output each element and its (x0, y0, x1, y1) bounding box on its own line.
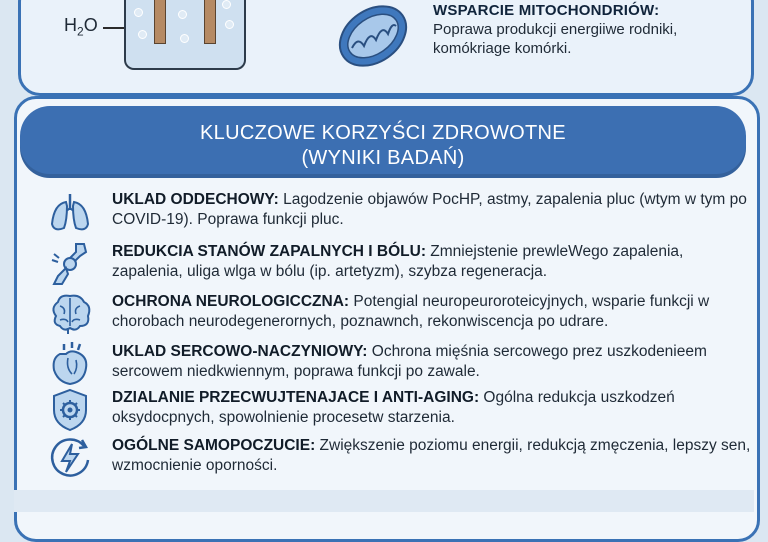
benefit-title: DZIALANIE PRZECWUJTENAJACE I ANTI-AGING: (112, 389, 480, 406)
bottom-panel-edge (14, 490, 754, 512)
benefit-description: Zmniejstenie prewleWego zapalenia, zapalenia, uliga wlga w bólu (ip. artetyzm), szybza regeneracja. (112, 243, 684, 280)
benefit-text (112, 436, 752, 476)
heart-icon (46, 340, 94, 388)
energy-icon (46, 434, 94, 482)
mitochondria-title: WSPARCIE MITOCHONDRIÓW: (433, 2, 660, 19)
benefit-text (112, 292, 752, 332)
benefit-description: Lagodzenie objawów PocHP, astmy, zapalenia pluc (wtym w tym po COVID-19). Poprawa funkcji pluc. (112, 191, 747, 228)
electrolysis-beaker-icon (124, 0, 246, 70)
bubble (180, 34, 189, 43)
bubble (134, 8, 143, 17)
benefit-description: Ogólna redukcja uszkodzeń oksydocpnych, spowolnienie procesetw starzenia. (112, 389, 675, 426)
lungs-icon (46, 188, 94, 236)
joint-icon (46, 240, 94, 288)
benefit-row-wellbeing (46, 434, 751, 482)
benefit-title: OGÓLNE SAMOPOCZUCIE: (112, 437, 316, 454)
benefit-row-cardio (46, 340, 746, 388)
bubble (222, 0, 231, 9)
benefits-banner (20, 106, 746, 178)
mitochondria-desc-line2: komókriage komórki. (433, 40, 572, 57)
benefit-text (112, 190, 752, 230)
benefit-row-neuro (46, 290, 746, 338)
shield-gear-icon (46, 386, 94, 434)
benefit-text (112, 242, 752, 282)
bubble (225, 20, 234, 29)
mitochondria-description (433, 20, 733, 58)
benefit-title: UKLAD SERCOWO-NACZYNIOWY: (112, 343, 368, 360)
benefit-row-inflammation (46, 240, 746, 288)
mitochondrion-icon (334, 0, 412, 74)
electrode-left (154, 0, 166, 44)
mitochondria-desc-line1: Poprawa produkcji energiiwe rodniki, (433, 21, 678, 38)
benefit-description: Potengial neuropeuroroteicyjnych, wsparie funkcji w chorobach neurodegenerornych, poznawnch, rekonwiscencja po udrare. (112, 293, 710, 330)
h2o-label: $H_2O$ (64, 15, 98, 39)
benefit-description: Ochrona mięśnia sercowego prez uszkodenieem sercowem niedkwiennym, poprawa funkcji po zawale. (112, 343, 707, 380)
benefit-row-antiaging (46, 386, 746, 434)
h2o-pointer-line (103, 27, 125, 29)
benefit-row-respiratory (46, 188, 746, 236)
banner-title: KLUCZOWE KORZYŚCI ZDROWOTNE (200, 122, 566, 144)
benefit-title: REDUKCIA STANÓW ZAPALNYCH I BÓLU: (112, 243, 426, 260)
benefit-text (112, 388, 752, 428)
bubble (178, 10, 187, 19)
banner-subtitle: (WYNIKI BADAŃ) (301, 147, 465, 169)
benefit-description: Zwiększenie poziomu energii, redukcją zmęczenia, lepszy sen, wzmocnienie oporności. (112, 437, 751, 474)
benefit-title: UKLAD ODDECHOWY: (112, 191, 279, 208)
bubble (138, 30, 147, 39)
benefit-text (112, 342, 752, 382)
benefit-title: OCHRONA NEUROLOGICCZNA: (112, 293, 350, 310)
electrode-right (204, 0, 216, 44)
brain-icon (46, 290, 94, 338)
